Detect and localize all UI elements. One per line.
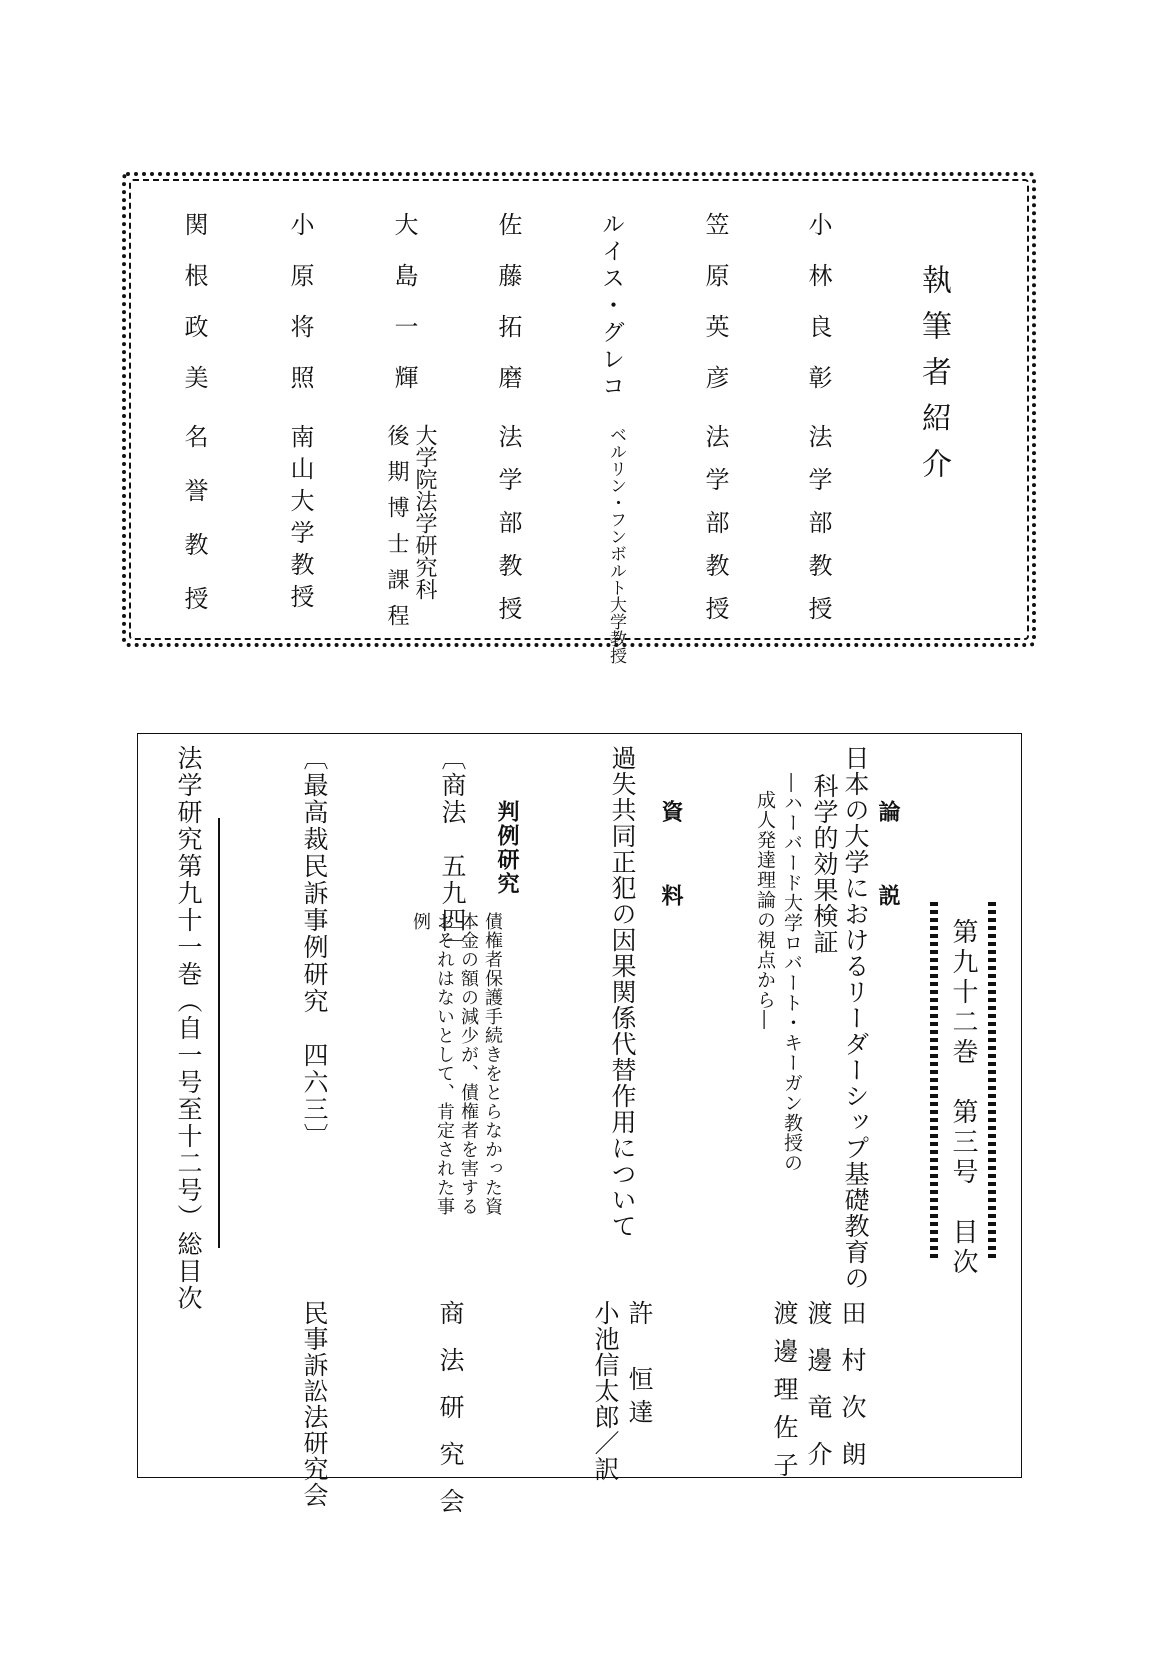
article-subtitle-line: ―ハーバード大学ロバート・キーガン教授の [781,773,803,1173]
contributor-affiliation: 法学部教授 [804,424,832,639]
contributor-name: 小原将照 [286,212,314,416]
contributor-name: 関根政美 [180,212,208,416]
author-name: 小池信太郎／訳 [591,1300,620,1482]
author-name: 渡邊理佐子 [770,1300,799,1490]
annual-index: 法学研究第九十一巻（自一号至十二号）総目次 [174,745,203,1312]
contributor-affiliation: ベルリン・フンボルト大学教授 [606,426,626,664]
article-title: 過失共同正犯の因果関係代替作用について [608,745,637,1239]
author-name: 田村次朗 [838,1300,867,1488]
affiliation-line: 大学院法学研究科 [412,424,437,600]
author-name: 商法研究会 [436,1300,465,1535]
contributors-heading: 執筆者紹介 [916,264,951,494]
article-title-line: 日本の大学におけるリーダーシップ基礎教育の [841,745,870,1291]
case-summary-line: おそれはないとして、肯定された事 [434,912,455,1216]
wavy-border-left [988,902,996,1262]
section-label-hanrei: 判例研究 [494,800,520,896]
author-name: 渡邊竜介 [804,1300,833,1488]
contributor-name: 佐藤拓磨 [494,212,522,416]
volume-heading: 第九十二巻 第三号 目次 [948,918,978,1278]
contributor-name: 小林良彰 [804,212,832,416]
case-summary-line: 例 [410,912,431,931]
wavy-border-right [930,902,938,1262]
case-summary-line: 債権者保護手続きをとらなかった資 [482,912,503,1216]
contributor-affiliation: 南山大学教授 [286,424,314,616]
case-summary-line: 本金の額の減少が、債権者を害する [458,912,479,1216]
affiliation-line: 後期博士課程 [384,424,409,640]
contributor-name: ルイス・グレコ [598,212,624,401]
contributor-affiliation: 名誉教授 [180,424,208,640]
contributor-affiliation: 法学部教授 [494,424,522,639]
contributor-affiliation: 法学部教授 [701,424,729,639]
article-title-line: 科学的効果検証 [810,773,839,955]
contributor-name: 笠原英彦 [701,212,729,416]
contributor-affiliation [382,424,438,640]
author-name: 民事訴訟法研究会 [300,1300,329,1508]
section-label-shiryo: 資 料 [658,800,684,926]
case-summary [392,912,504,1242]
contributors-frame [122,172,1036,647]
case-tag: 〔商法 五九四〕 [438,745,467,961]
article-subtitle-line: 成人発達理論の視点から― [754,790,776,1030]
case-tag: 〔最高裁民訴事例研究 四六三〕 [300,745,329,1150]
author-name: 許 恒達 [625,1300,654,1432]
divider-rule [218,818,220,1248]
contributor-name: 大島一輝 [390,212,418,416]
section-label-ronsetsu: 論 説 [875,800,901,926]
